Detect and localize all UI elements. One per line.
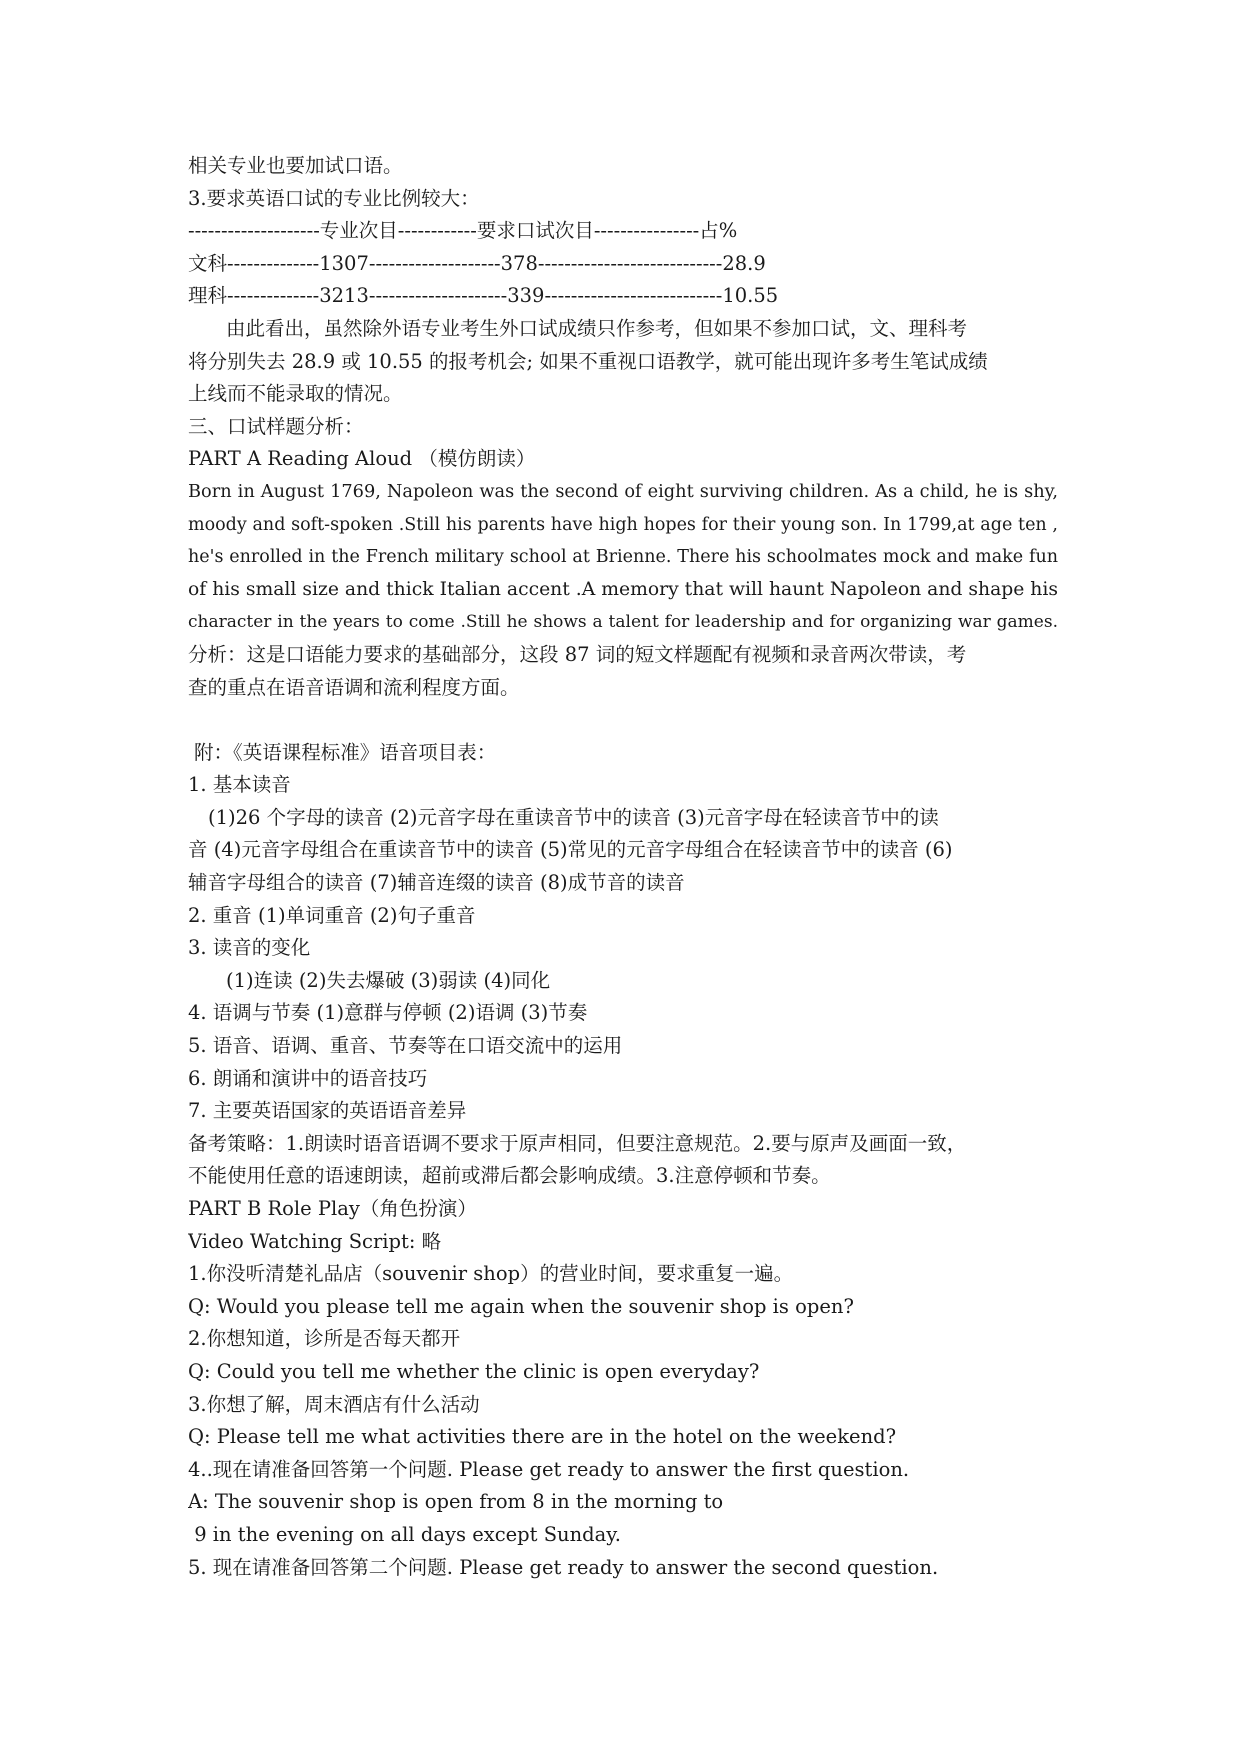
- question-prompt: 2.你想知道，诊所是否每天都开: [188, 1327, 461, 1351]
- list-subitems: (1)26 个字母的读音 (2)元音字母在重读音节中的读音 (3)元音字母在轻读音节中的读: [208, 805, 939, 829]
- passage-line: of his small size and thick Italian accent .A memory that will haunt Napoleon and shape his: [188, 578, 1058, 600]
- list-subitems: 辅音字母组合的读音 (7)辅音连缀的读音 (8)成节音的读音: [188, 871, 685, 895]
- passage-line: moody and soft-spoken .Still his parents have high hopes for their young son. In 1799,at age ten ,: [188, 514, 1058, 535]
- list-item: 4. 语调与节奏 (1)意群与停顿 (2)语调 (3)节奏: [188, 1001, 588, 1025]
- analysis-line: 查的重点在语音语调和流利程度方面。: [188, 675, 520, 699]
- strategy-line: 备考策略：1.朗读时语音语调不要求于原声相同，但要注意规范。2.要与原声及画面一致，: [188, 1131, 967, 1155]
- part-a-heading: PART A Reading Aloud （模仿朗读）: [188, 447, 536, 471]
- list-item: 5. 语音、语调、重音、节奏等在口语交流中的运用: [188, 1034, 623, 1058]
- text-line: Video Watching Script: 略: [188, 1229, 442, 1253]
- list-item: 3. 读音的变化: [188, 936, 311, 960]
- question-prompt: 5. 现在请准备回答第二个问题. Please get ready to answer the second question.: [188, 1555, 939, 1579]
- question-prompt: 4..现在请准备回答第一个问题. Please get ready to answer the first question.: [188, 1457, 910, 1481]
- list-item: 7. 主要英语国家的英语语音差异: [188, 1099, 467, 1123]
- question-line: Q: Would you please tell me again when the souvenir shop is open?: [188, 1294, 854, 1318]
- question-line: Q: Could you tell me whether the clinic is open everyday?: [188, 1359, 760, 1383]
- text-line: 将分别失去 28.9 或 10.55 的报考机会; 如果不重视口语教学，就可能出现许多考生笔试成绩: [188, 349, 988, 373]
- question-prompt: 1.你没听清楚礼品店（souvenir shop）的营业时间，要求重复一遍。: [188, 1262, 794, 1286]
- blank-line: [188, 704, 1058, 737]
- list-item: 1. 基本读音: [188, 773, 291, 797]
- part-b-heading: PART B Role Play（角色扮演）: [188, 1197, 477, 1220]
- answer-line: 9 in the evening on all days except Sunday.: [188, 1522, 621, 1546]
- table-header-line: --------------------专业次目------------要求口试次目----------------占%: [188, 219, 738, 243]
- table-row-arts: 文科--------------1307--------------------378----------------------------28.9: [188, 251, 766, 275]
- analysis-line: 分析：这是口语能力要求的基础部分，这段 87 词的短文样题配有视频和录音两次带读，考: [188, 642, 967, 666]
- text-line: 3.要求英语口试的专业比例较大：: [188, 186, 480, 210]
- text-line: 由此看出，虽然除外语专业考生外口试成绩只作参考，但如果不参加口试，文、理科考: [226, 316, 968, 340]
- list-subitems: 音 (4)元音字母组合在重读音节中的读音 (5)常见的元音字母组合在轻读音节中的读音 (6): [188, 838, 953, 862]
- document-body: [188, 150, 1058, 1584]
- passage-line: character in the years to come .Still he shows a talent for leadership and for organizing war games.: [188, 612, 1058, 633]
- answer-line: A: The souvenir shop is open from 8 in the morning to: [188, 1490, 724, 1514]
- strategy-line: 不能使用任意的语速朗读，超前或滞后都会影响成绩。3.注意停顿和节奏。: [188, 1164, 831, 1188]
- table-row-science: 理科--------------3213---------------------339---------------------------10.55: [188, 284, 779, 308]
- appendix-heading: 附：《英语课程标准》语音项目表：: [194, 740, 497, 764]
- section-heading: 三、口试样题分析：: [188, 414, 364, 438]
- passage-line: he's enrolled in the French military school at Brienne. There his schoolmates mock and make fun: [188, 547, 1058, 568]
- list-item: 2. 重音 (1)单词重音 (2)句子重音: [188, 903, 476, 927]
- list-subitems: (1)连读 (2)失去爆破 (3)弱读 (4)同化: [226, 968, 551, 992]
- text-line: 上线而不能录取的情况。: [188, 382, 403, 406]
- list-item: 6. 朗诵和演讲中的语音技巧: [188, 1066, 428, 1090]
- question-line: Q: Please tell me what activities there are in the hotel on the weekend?: [188, 1425, 897, 1449]
- passage-line: Born in August 1769, Napoleon was the second of eight surviving children. As a child, he is shy,: [188, 481, 1058, 502]
- question-prompt: 3.你想了解，周末酒店有什么活动: [188, 1392, 480, 1416]
- text-line: 相关专业也要加试口语。: [188, 154, 403, 177]
